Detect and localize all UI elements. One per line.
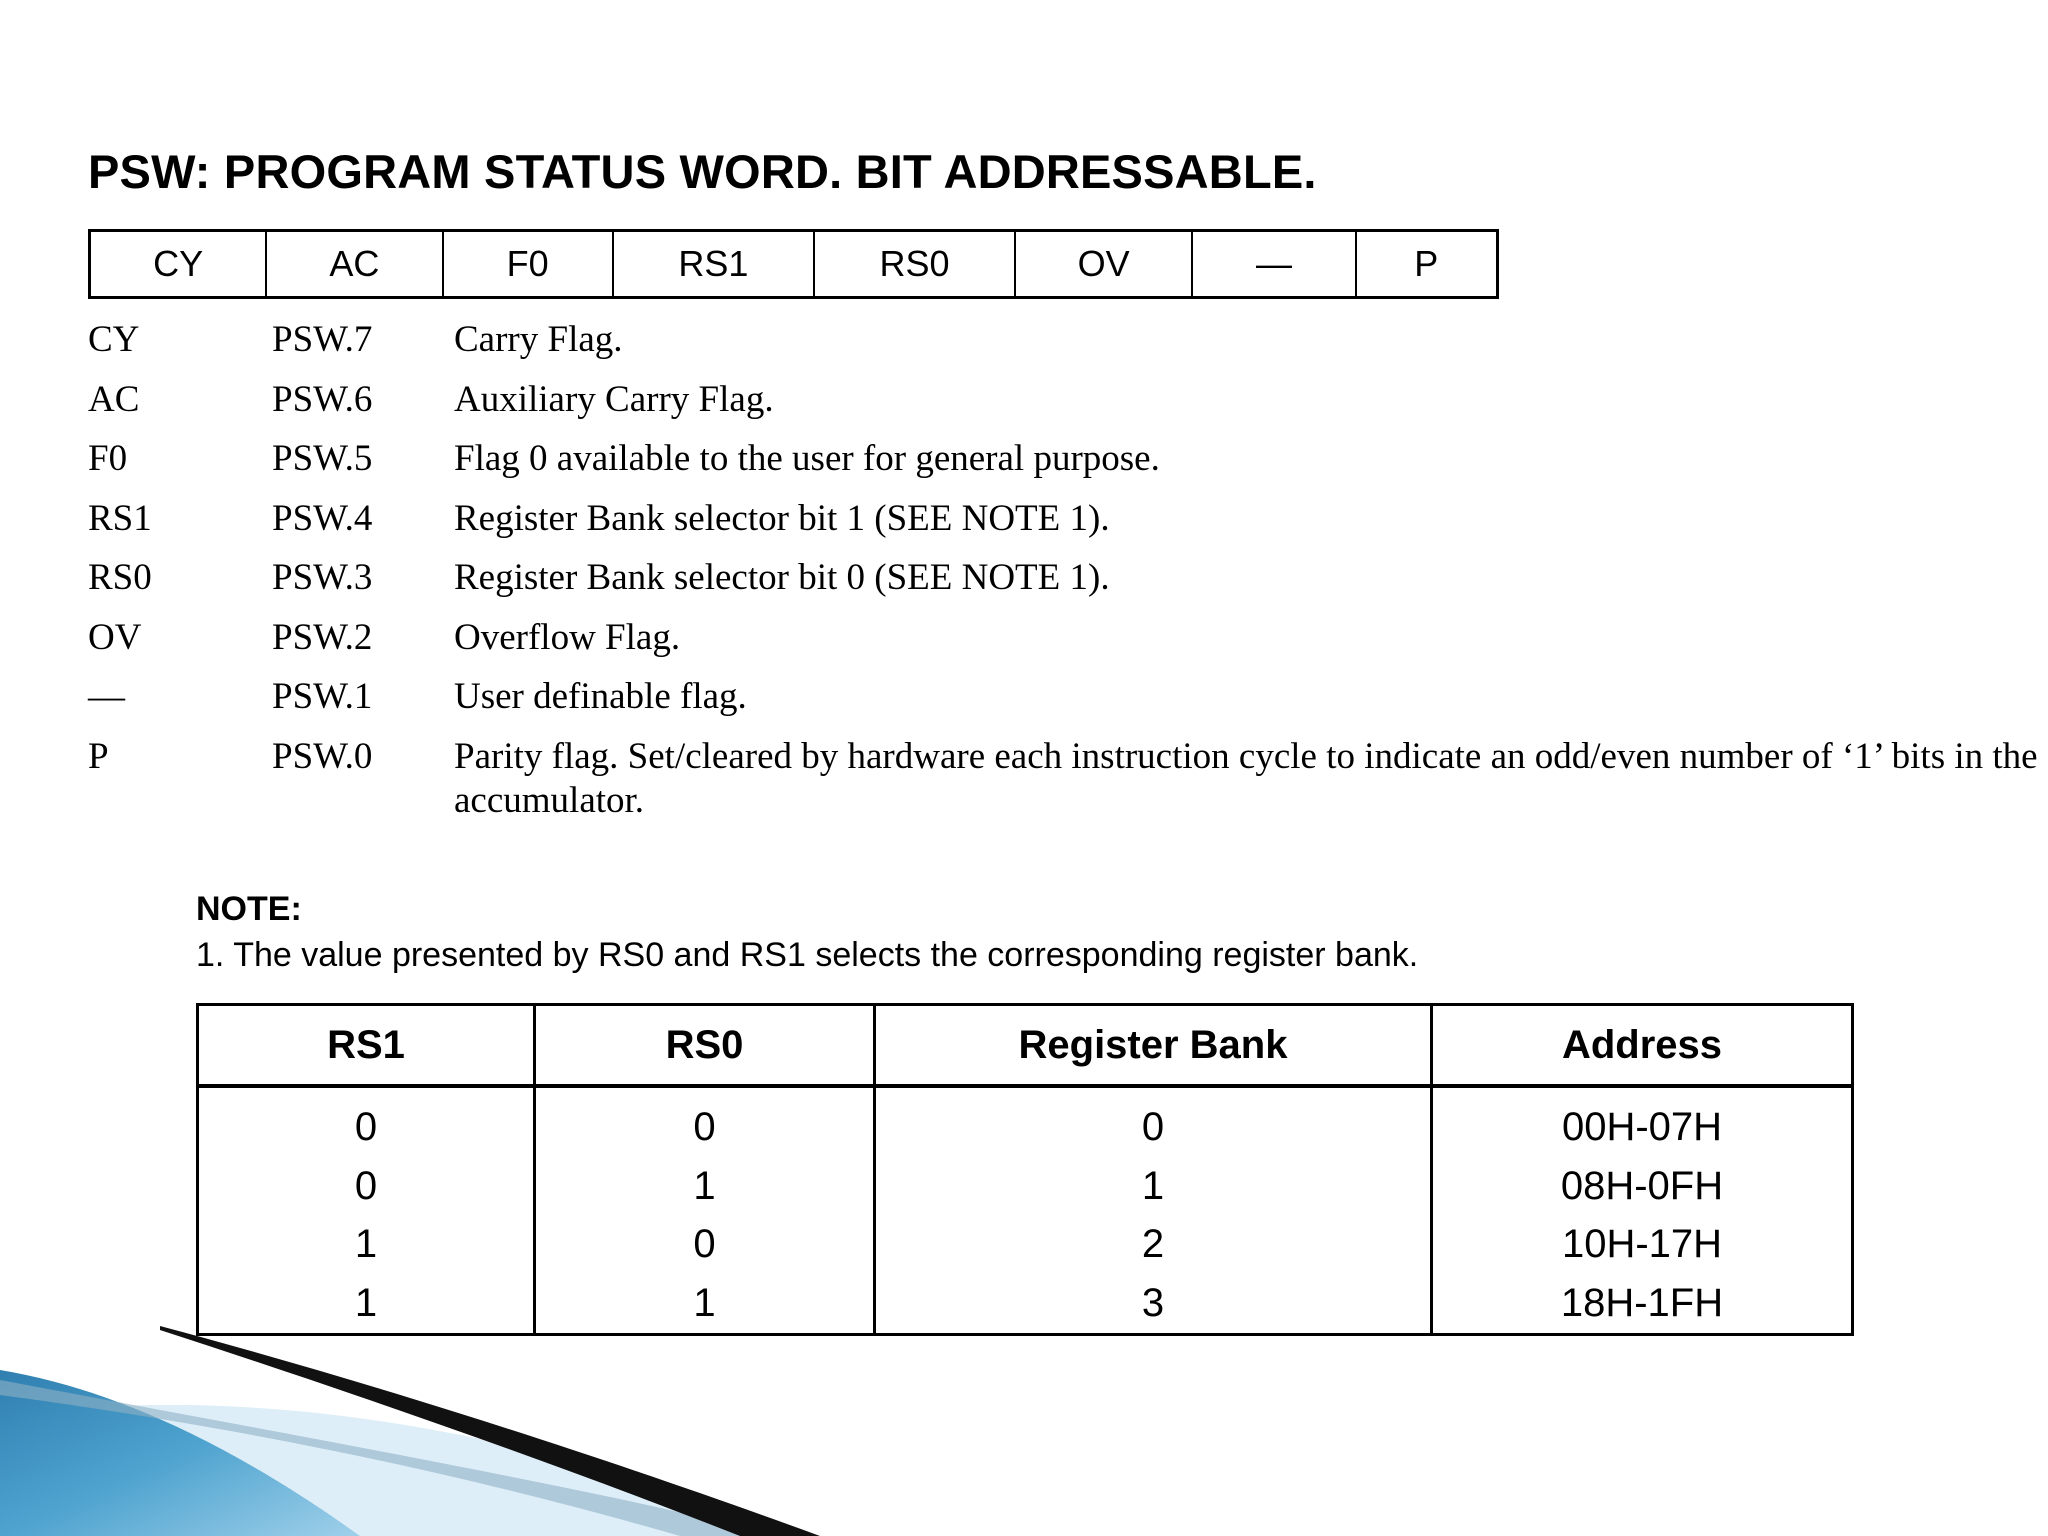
cell-address: 18H-1FH <box>1560 1281 1724 1326</box>
cell-rs1: 1 <box>198 1274 535 1334</box>
cell-register-bank: 3 <box>875 1274 1432 1334</box>
bit-cell-f0: F0 <box>444 232 614 296</box>
definition-flag: P <box>88 735 109 777</box>
definition-description: Flag 0 available to the user for general purpose. <box>454 438 1160 479</box>
definition-description: Register Bank selector bit 1 (SEE NOTE 1). <box>454 497 1110 539</box>
definition-bit: PSW.4 <box>272 497 373 539</box>
definition-flag: F0 <box>88 438 128 479</box>
header-rs0: RS0 <box>535 1005 875 1087</box>
note-title: NOTE: <box>196 890 302 928</box>
definition-description: User definable flag. <box>454 676 747 717</box>
page-title: PSW: PROGRAM STATUS WORD. BIT ADDRESSABLE. <box>88 145 1317 198</box>
cell-rs1: 0 <box>198 1157 535 1216</box>
bit-cell-cy: CY <box>91 232 267 296</box>
bit-cell-unused: — <box>1193 232 1356 296</box>
definition-description: Parity flag. Set/cleared by hardware each instruction cycle to indicate an odd/even number of ‘1’ bits in the accumulator. <box>454 735 2038 821</box>
header-rs1: RS1 <box>198 1005 535 1087</box>
cell-rs0: 0 <box>535 1216 875 1275</box>
cell-rs0: 0 <box>535 1086 875 1157</box>
cell-rs1: 0 <box>198 1086 535 1157</box>
definition-bit: PSW.7 <box>272 319 373 360</box>
cell-address: 10H-17H <box>1561 1222 1723 1267</box>
bit-cell-ac: AC <box>267 232 443 296</box>
definition-description: Auxiliary Carry Flag. <box>454 378 774 420</box>
definition-bit: PSW.3 <box>272 557 373 598</box>
cell-rs0: 1 <box>535 1157 875 1216</box>
header-address: Address <box>1432 1005 1853 1087</box>
note-text: 1. The value presented by RS0 and RS1 selects the corresponding register bank. <box>196 936 1419 974</box>
cell-rs1: 1 <box>198 1216 535 1275</box>
cell-register-bank: 0 <box>875 1086 1432 1157</box>
cell-address: 00H-07H <box>1561 1105 1723 1149</box>
definition-bit: PSW.5 <box>272 438 373 479</box>
definition-flag: RS0 <box>88 557 152 598</box>
definition-flag: — <box>88 676 125 717</box>
cell-address: 08H-0FH <box>1560 1163 1724 1208</box>
psw-bit-layout <box>88 229 1499 299</box>
note-block <box>196 886 1418 978</box>
bit-cell-ov: OV <box>1016 232 1193 296</box>
bit-cell-p: P <box>1414 243 1439 284</box>
header-register-bank: Register Bank <box>875 1005 1432 1087</box>
definition-bit: PSW.2 <box>272 616 373 658</box>
definition-bit: PSW.1 <box>272 676 373 717</box>
table-row <box>198 1086 1853 1157</box>
definition-description: Register Bank selector bit 0 (SEE NOTE 1). <box>454 557 1110 598</box>
cell-register-bank: 1 <box>875 1157 1432 1216</box>
decorative-swoosh <box>0 1260 1300 1536</box>
cell-rs0: 1 <box>535 1274 875 1334</box>
definition-description: Overflow Flag. <box>454 616 681 658</box>
definition-bit: PSW.0 <box>272 735 373 777</box>
definition-flag: AC <box>88 378 140 420</box>
definition-flag: OV <box>88 616 142 658</box>
cell-register-bank: 2 <box>875 1216 1432 1275</box>
definition-description: Carry Flag. <box>454 319 623 360</box>
definition-flag: CY <box>88 319 140 360</box>
table-header-row <box>198 1005 1853 1087</box>
definition-flag: RS1 <box>88 497 152 539</box>
bit-cell-rs0: RS0 <box>815 232 1016 296</box>
table-row <box>198 1157 1853 1216</box>
bit-cell-rs1: RS1 <box>614 232 815 296</box>
definition-bit: PSW.6 <box>272 378 373 420</box>
